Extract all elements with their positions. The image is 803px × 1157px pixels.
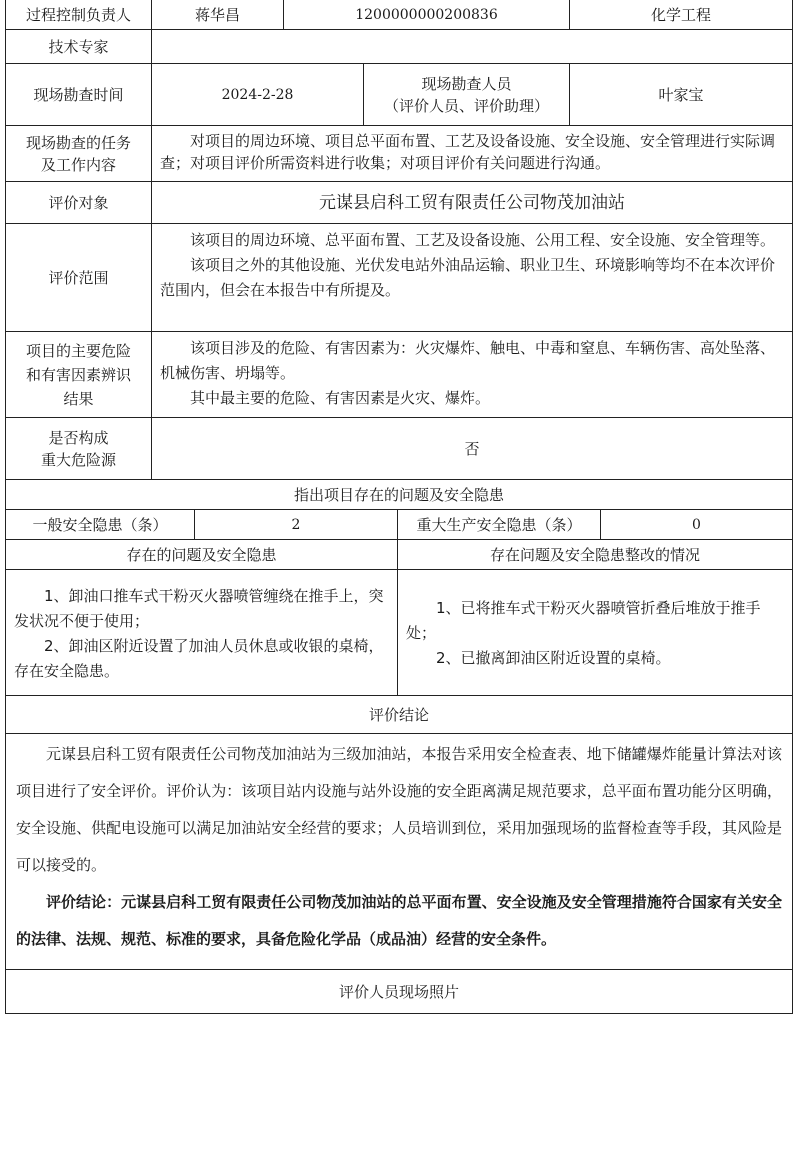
- problems-list: [6, 570, 397, 695]
- main-hazards-para1: 该项目涉及的危险、有害因素为：火灾爆炸、触电、中毒和窒息、车辆伤害、高处坠落、机械伤害、坍塌等。: [160, 339, 776, 382]
- row-survey-time: [5, 64, 793, 126]
- survey-tasks-label: [6, 126, 151, 181]
- row-process-control: [5, 0, 793, 30]
- major-hazard-source-label-line2: 重大危险源: [40, 450, 116, 469]
- major-hazard-source-label-line1: 是否构成: [48, 428, 109, 447]
- row-hazards-title: [5, 480, 793, 510]
- row-conclusion-content: [5, 734, 793, 970]
- survey-tasks-label-line1: 现场勘查的任务: [25, 133, 131, 152]
- survey-staff-label-line2: （评价人员、评价助理）: [383, 96, 549, 115]
- row-evaluation-scope: [5, 224, 793, 332]
- photos-section-title: 评价人员现场照片: [338, 982, 459, 1001]
- row-main-hazards: [5, 332, 793, 418]
- evaluation-object-value: 元谋县启科工贸有限责任公司物茂加油站: [151, 182, 792, 223]
- row-evaluation-object: [5, 182, 793, 224]
- row-survey-tasks: [5, 126, 793, 182]
- row-photos-title: [5, 970, 793, 1014]
- conclusion-section-title: 评价结论: [368, 705, 429, 724]
- problems-column-title: 存在的问题及安全隐患: [126, 545, 277, 564]
- evaluation-scope-label: 评价范围: [48, 268, 109, 287]
- row-hazard-details: [5, 570, 793, 696]
- specialty: 化学工程: [569, 0, 792, 29]
- survey-staff-label: [363, 64, 569, 125]
- row-major-hazard-source: [5, 418, 793, 480]
- evaluation-scope-para2: 该项目之外的其他设施、光伏发电站外油品运输、职业卫生、环境影响等均不在本次评价范围内，但会在本报告中有所提及。: [160, 256, 776, 299]
- technical-expert-label: 技术专家: [48, 37, 109, 56]
- main-hazards-label-line1: 项目的主要危险: [25, 341, 131, 360]
- conclusion-para2: 评价结论：元谋县启科工贸有限责任公司物茂加油站的总平面布置、安全设施及安全管理措施符合国家有关安全的法律、法规、规范、标准的要求，具备危险化学品（成品油）经营的安全条件。: [16, 893, 782, 948]
- rectification-column-title: 存在问题及安全隐患整改的情况: [397, 540, 792, 569]
- evaluation-form: [5, 0, 793, 1014]
- problem-item-2: 2、卸油区附近设置了加油人员休息或收银的桌椅，存在安全隐患。: [14, 637, 384, 680]
- evaluation-scope-content: [151, 224, 792, 331]
- conclusion-para1: 元谋县启科工贸有限责任公司物茂加油站为三级加油站，本报告采用安全检查表、地下储罐爆炸能量计算法对该项目进行了安全评价。评价认为：该项目站内设施与站外设施的安全距离满足规范要求，总平面布置功能分区明确，安全设施、供配电设施可以满足加油站安全经营的要求；人员培训到位，采用加强现场的监督检查等手段，其风险是可以接受的。: [16, 745, 782, 874]
- survey-time-label: 现场勘查时间: [33, 85, 124, 104]
- evaluation-object-label: 评价对象: [48, 193, 109, 212]
- rectification-item-2: 2、已撤离卸油区附近设置的桌椅。: [436, 649, 671, 667]
- survey-staff-name: 叶家宝: [569, 64, 792, 125]
- rectification-list: [397, 570, 792, 695]
- major-hazard-source-value: 否: [151, 418, 792, 479]
- general-hazard-label: 一般安全隐患（条）: [32, 515, 168, 534]
- hazards-section-title: 指出项目存在的问题及安全隐患: [293, 485, 504, 504]
- main-hazards-content: [151, 332, 792, 417]
- major-hazard-source-label: [6, 418, 151, 479]
- survey-tasks-content: [151, 126, 792, 181]
- row-hazard-counts: [5, 510, 793, 540]
- row-conclusion-title: [5, 696, 793, 734]
- process-control-label: 过程控制负责人: [25, 5, 131, 24]
- problem-item-1: 1、卸油口推车式干粉灭火器喷管缠绕在推手上，突发状况不便于使用；: [14, 587, 384, 630]
- survey-tasks-label-line2: 及工作内容: [40, 155, 116, 174]
- row-hazard-columns: [5, 540, 793, 570]
- main-hazards-para2: 其中最主要的危险、有害因素是火灾、爆炸。: [190, 389, 491, 407]
- certificate-number: 1200000000200836: [283, 0, 569, 29]
- survey-date: 2024-2-28: [151, 64, 363, 125]
- process-control-name: 蒋华昌: [151, 0, 283, 29]
- survey-tasks-text: 对项目的周边环境、项目总平面布置、工艺及设备设施、安全设施、安全管理进行实际调查；对项目评价所需资料进行收集；对项目评价有关问题进行沟通。: [160, 132, 776, 172]
- rectification-item-1: 1、已将推车式干粉灭火器喷管折叠后堆放于推手处；: [406, 599, 761, 642]
- conclusion-content: [6, 734, 792, 969]
- survey-staff-label-line1: 现场勘查人员: [421, 74, 512, 93]
- evaluation-scope-para1: 该项目的周边环境、总平面布置、工艺及设备设施、公用工程、安全设施、安全管理等。: [190, 231, 776, 249]
- main-hazards-label-line2: 和有害因素辨识: [25, 365, 131, 384]
- general-hazard-count: 2: [194, 510, 397, 539]
- major-hazard-label: 重大生产安全隐患（条）: [397, 510, 600, 539]
- row-technical-expert: [5, 30, 793, 64]
- main-hazards-label-line3: 结果: [63, 389, 94, 408]
- major-hazard-count: 0: [600, 510, 792, 539]
- technical-expert-value: [151, 30, 792, 63]
- main-hazards-label: [6, 332, 151, 417]
